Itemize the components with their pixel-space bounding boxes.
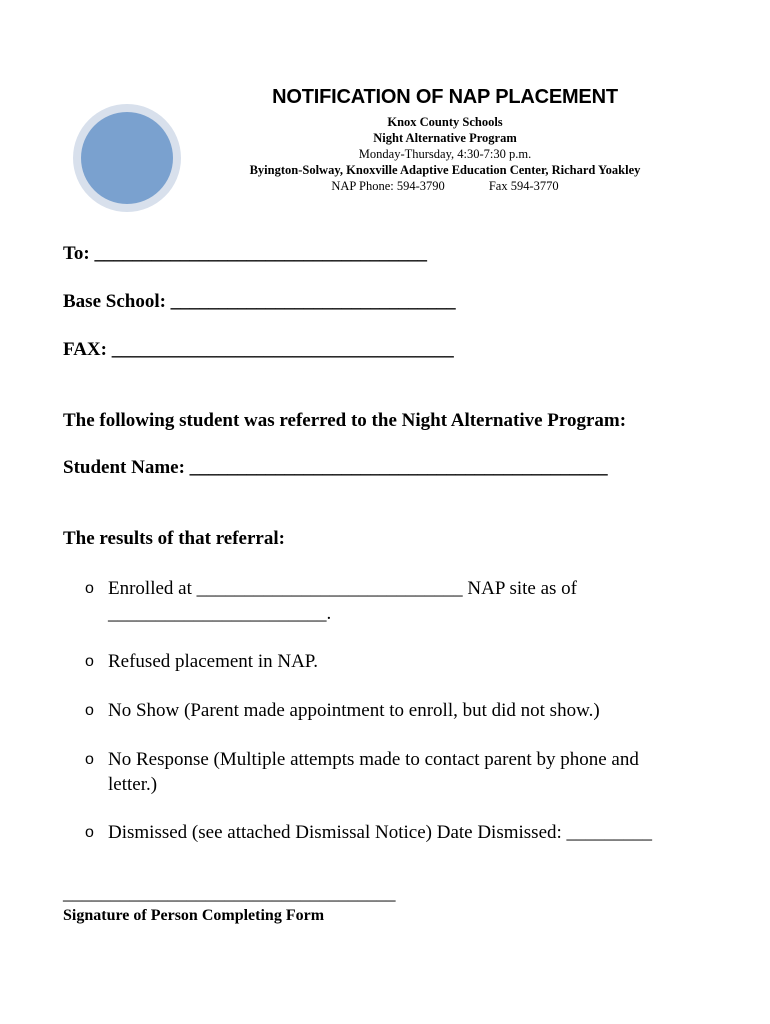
bullet-icon: o	[85, 751, 94, 768]
bullet-icon: o	[85, 824, 94, 841]
fax-field[interactable]: FAX: ____________________________________	[63, 339, 454, 360]
results-heading: The results of that referral:	[63, 528, 285, 549]
form-title: NOTIFICATION OF NAP PLACEMENT	[272, 86, 618, 108]
option-dismissed[interactable]	[85, 820, 725, 845]
bullet-icon: o	[85, 702, 94, 719]
signature-line[interactable]: ___________________________________	[63, 883, 396, 904]
option-refused[interactable]	[85, 649, 725, 674]
org-name: Knox County Schools	[387, 115, 503, 129]
option-no-response[interactable]	[85, 747, 685, 797]
option-enrolled-text: Enrolled at ____________________________ NAP site as of _______________________.	[108, 578, 577, 624]
bullet-icon: o	[85, 653, 94, 670]
program-hours: Monday-Thursday, 4:30-7:30 p.m.	[358, 147, 532, 161]
form-header	[200, 84, 690, 194]
referral-intro: The following student was referred to the Night Alternative Program:	[63, 410, 627, 431]
contact-line	[200, 178, 690, 194]
logo-inner-circle	[81, 112, 173, 204]
student-name-field[interactable]: Student Name: ____________________________________________	[63, 457, 608, 478]
to-field[interactable]: To: ___________________________________	[63, 243, 428, 264]
nap-fax: Fax 594-3770	[488, 179, 559, 193]
option-no-show[interactable]	[85, 698, 725, 723]
school-logo-circle	[73, 104, 181, 212]
base-school-field[interactable]: Base School: ______________________________	[63, 291, 456, 312]
signature-label: Signature of Person Completing Form	[63, 907, 325, 924]
option-enrolled[interactable]	[85, 576, 725, 626]
bullet-icon: o	[85, 580, 94, 597]
nap-phone: NAP Phone: 594-3790	[331, 179, 445, 193]
program-locations: Byington-Solway, Knoxville Adaptive Education Center, Richard Yoakley	[249, 163, 641, 177]
option-no-show-text: No Show (Parent made appointment to enroll, but did not show.)	[108, 700, 600, 721]
option-dismissed-text: Dismissed (see attached Dismissal Notice) Date Dismissed: _________	[108, 822, 653, 843]
option-no-response-text: No Response (Multiple attempts made to contact parent by phone and letter.)	[108, 749, 639, 795]
program-name: Night Alternative Program	[373, 131, 517, 145]
option-refused-text: Refused placement in NAP.	[108, 651, 319, 672]
